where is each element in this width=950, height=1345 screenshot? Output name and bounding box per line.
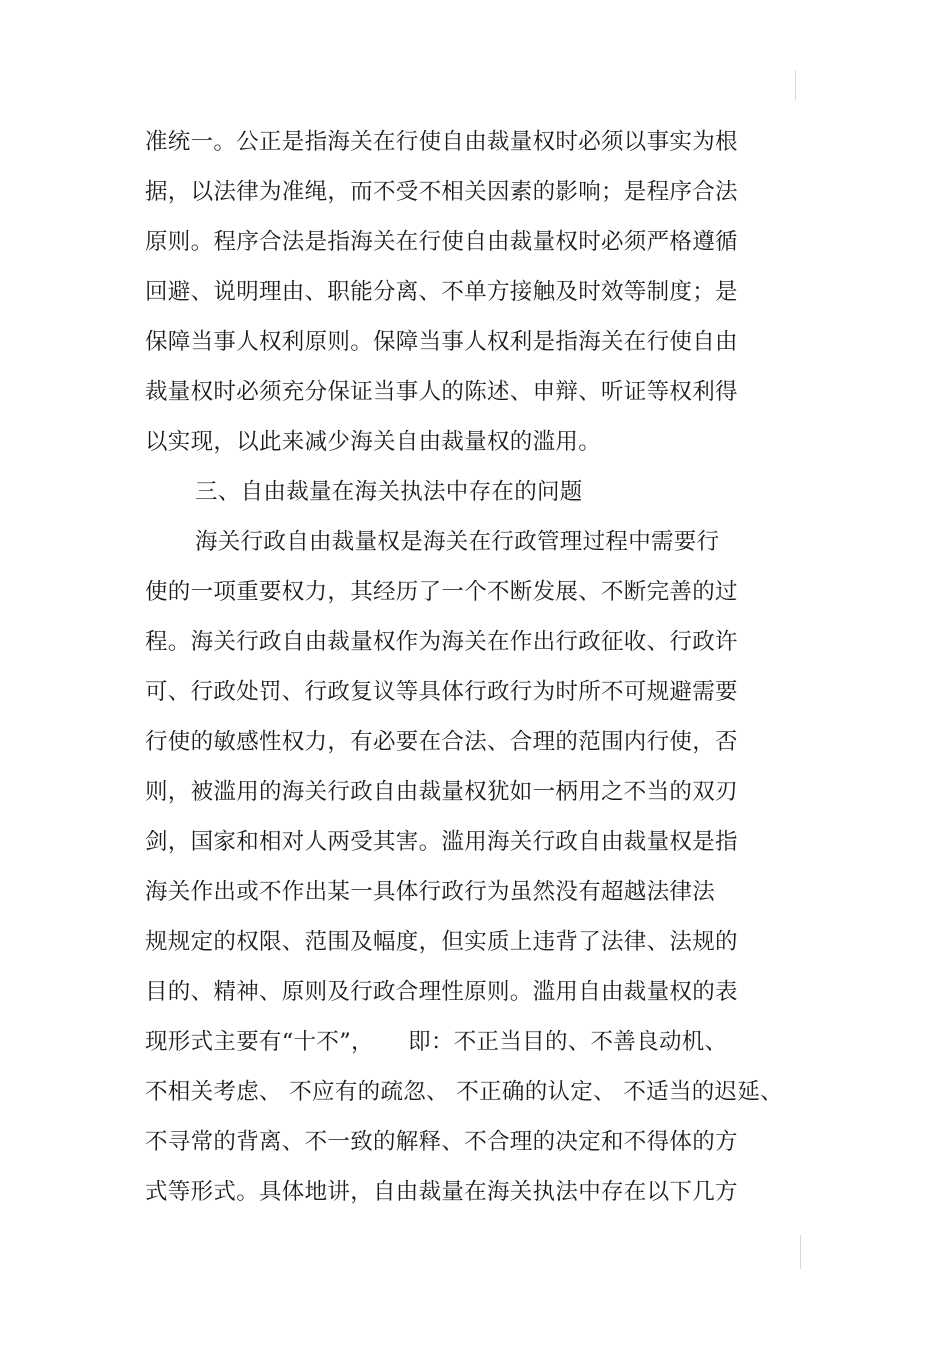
- text-line: 剑，国家和相对人两受其害。滥用海关行政自由裁量权是指: [145, 829, 738, 855]
- text-line: 裁量权时必须充分保证当事人的陈述、申辩、听证等权利得: [145, 379, 738, 405]
- text-line: 可、行政处罚、行政复议等具体行政行为时所不可规避需要: [145, 679, 738, 705]
- text-line: 现形式主要有“十不”， 即：不正当目的、不善良动机、: [145, 1029, 728, 1055]
- text-line: 则，被滥用的海关行政自由裁量权犹如一柄用之不当的双刃: [145, 779, 738, 805]
- body-text: [145, 122, 805, 1222]
- text-line: 据，以法律为准绳，而不受不相关因素的影响；是程序合法: [145, 179, 738, 205]
- section-heading: 三、自由裁量在海关执法中存在的问题: [195, 479, 583, 505]
- text-line: 使的一项重要权力，其经历了一个不断发展、不断完善的过: [145, 579, 738, 605]
- text-line: 行使的敏感性权力，有必要在合法、合理的范围内行使，否: [145, 729, 738, 755]
- text-line: 式等形式。具体地讲，自由裁量在海关执法中存在以下几方: [145, 1179, 738, 1205]
- page-edge-mark-bottom: [800, 1235, 801, 1269]
- text-line: 保障当事人权利原则。保障当事人权利是指海关在行使自由: [145, 329, 738, 355]
- text-line: 准统一。公正是指海关在行使自由裁量权时必须以事实为根: [145, 129, 738, 155]
- text-line: 回避、说明理由、职能分离、不单方接触及时效等制度；是: [145, 279, 738, 305]
- text-line: 原则。程序合法是指海关在行使自由裁量权时必须严格遵循: [145, 229, 738, 255]
- text-line: 程。海关行政自由裁量权作为海关在作出行政征收、行政许: [145, 629, 738, 655]
- page-edge-mark-top: [795, 70, 796, 100]
- text-line: 不寻常的背离、不一致的解释、不合理的决定和不得体的方: [145, 1129, 738, 1155]
- text-line: 规规定的权限、范围及幅度，但实质上违背了法律、法规的: [145, 929, 738, 955]
- text-line: 海关作出或不作出某一具体行政行为虽然没有超越法律法: [145, 879, 716, 905]
- text-line: 目的、精神、原则及行政合理性原则。滥用自由裁量权的表: [145, 979, 738, 1005]
- text-line: 以实现，以此来减少海关自由裁量权的滥用。: [145, 429, 602, 455]
- text-line: 海关行政自由裁量权是海关在行政管理过程中需要行: [195, 529, 720, 555]
- text-line: 不相关考虑、 不应有的疏忽、 不正确的认定、 不适当的迟延、: [145, 1079, 783, 1105]
